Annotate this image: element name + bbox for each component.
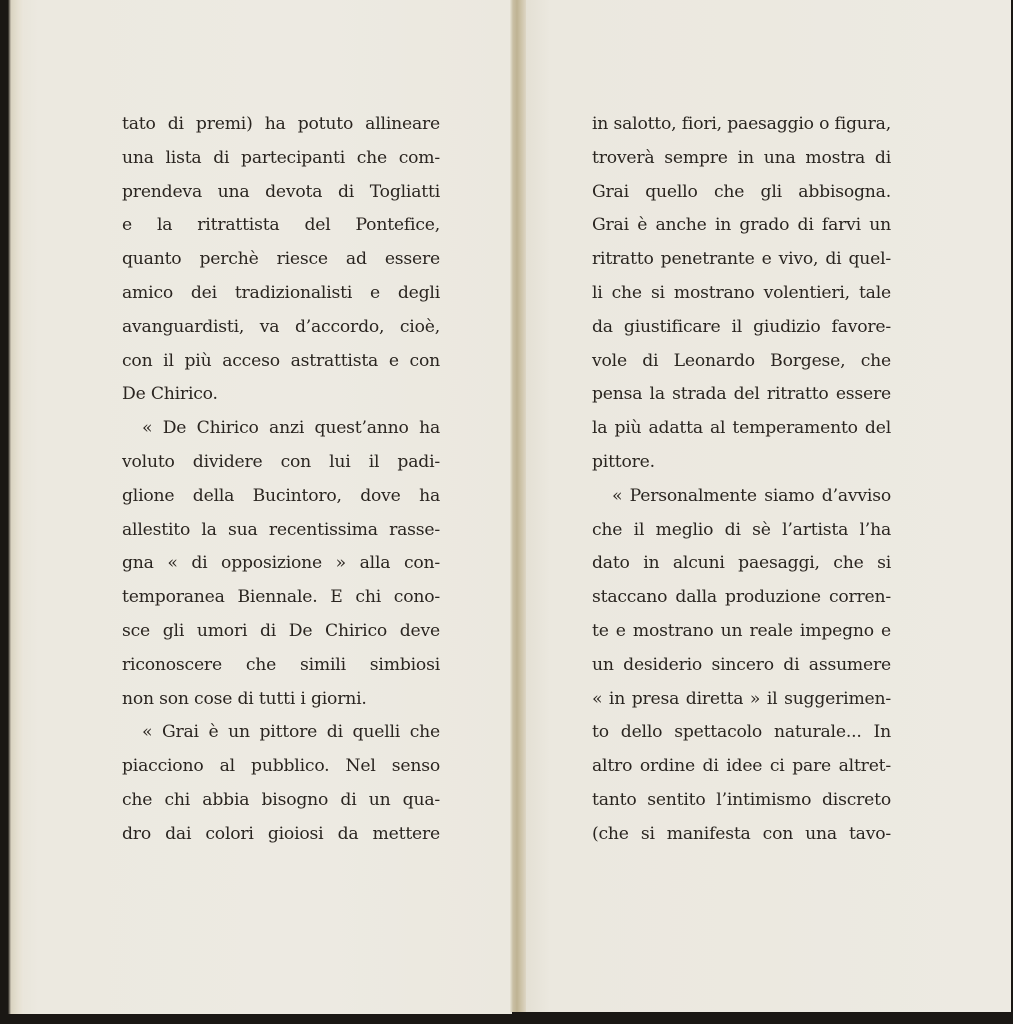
text-line: la più adatta al temperamento del	[592, 418, 891, 439]
text-line: pensa la strada del ritratto essere	[592, 384, 891, 405]
text-line: piacciono al pubblico. Nel senso	[122, 756, 440, 777]
text-line: riconoscere che simili simbiosi	[122, 654, 440, 675]
text-line: Grai è anche in grado di farvi un	[592, 215, 891, 236]
text-line: e la ritrattista del Pontefice,	[122, 215, 440, 236]
text-line: avanguardisti, va d’accordo, cioè,	[122, 316, 440, 337]
text-line: con il più acceso astrattista e con	[122, 350, 440, 371]
text-line: amico dei tradizionalisti e degli	[122, 282, 440, 303]
text-line: « Grai è un pittore di quelli che	[142, 722, 440, 743]
text-line: (che si manifesta con una tavo-	[592, 823, 891, 844]
book-spine-gutter	[510, 0, 526, 1012]
text-line: che chi abbia bisogno di un qua-	[122, 789, 440, 810]
text-line: che il meglio di sè l’artista l’ha	[592, 519, 891, 540]
text-line: quanto perchè riesce ad essere	[122, 249, 440, 270]
text-line: troverà sempre in una mostra di	[592, 147, 891, 168]
text-line: una lista di partecipanti che com-	[122, 147, 440, 168]
text-line: sce gli umori di De Chirico deve	[122, 620, 440, 641]
text-line: te e mostrano un reale impegno e	[592, 620, 891, 641]
text-line: non son cose di tutti i giorni.	[122, 688, 367, 709]
text-line: in salotto, fiori, paesaggio o figura,	[592, 114, 891, 134]
text-line: tato di premi) ha potuto allineare	[122, 114, 440, 134]
text-line: staccano dalla produzione corren-	[592, 587, 891, 608]
text-line: « De Chirico anzi quest’anno ha	[142, 418, 440, 439]
text-line: vole di Leonardo Borgese, che	[592, 350, 891, 371]
text-line: li che si mostrano volentieri, tale	[592, 282, 891, 303]
text-line: prendeva una devota di Togliatti	[122, 181, 440, 202]
text-line: « in presa diretta » il suggerimen-	[592, 688, 891, 709]
text-line: ritratto penetrante e vivo, di quel-	[592, 249, 891, 270]
left-page-text	[122, 108, 440, 852]
text-line: altro ordine di idee ci pare altret-	[592, 756, 891, 777]
text-line: « Personalmente siamo d’avviso	[612, 485, 891, 506]
text-line: to dello spettacolo naturale... In	[592, 722, 891, 743]
text-line: pittore.	[592, 451, 655, 472]
text-line: De Chirico.	[122, 384, 218, 405]
text-line: dro dai colori gioiosi da mettere	[122, 823, 440, 844]
text-line: glione della Bucintoro, dove ha	[122, 485, 440, 506]
right-page-text	[592, 108, 891, 852]
text-line: dato in alcuni paesaggi, che si	[592, 553, 891, 574]
text-line: Grai quello che gli abbisogna.	[592, 181, 891, 202]
text-line: temporanea Biennale. E chi cono-	[122, 587, 440, 608]
text-line: un desiderio sincero di assumere	[592, 654, 891, 675]
text-line: allestito la sua recentissima rasse-	[122, 519, 440, 540]
text-line: gna « di opposizione » alla con-	[122, 553, 440, 574]
left-page-edge	[8, 0, 24, 1014]
text-line: da giustificare il giudizio favore-	[592, 316, 891, 337]
text-line: voluto dividere con lui il padi-	[122, 451, 440, 472]
text-line: tanto sentito l’intimismo discreto	[592, 789, 891, 810]
